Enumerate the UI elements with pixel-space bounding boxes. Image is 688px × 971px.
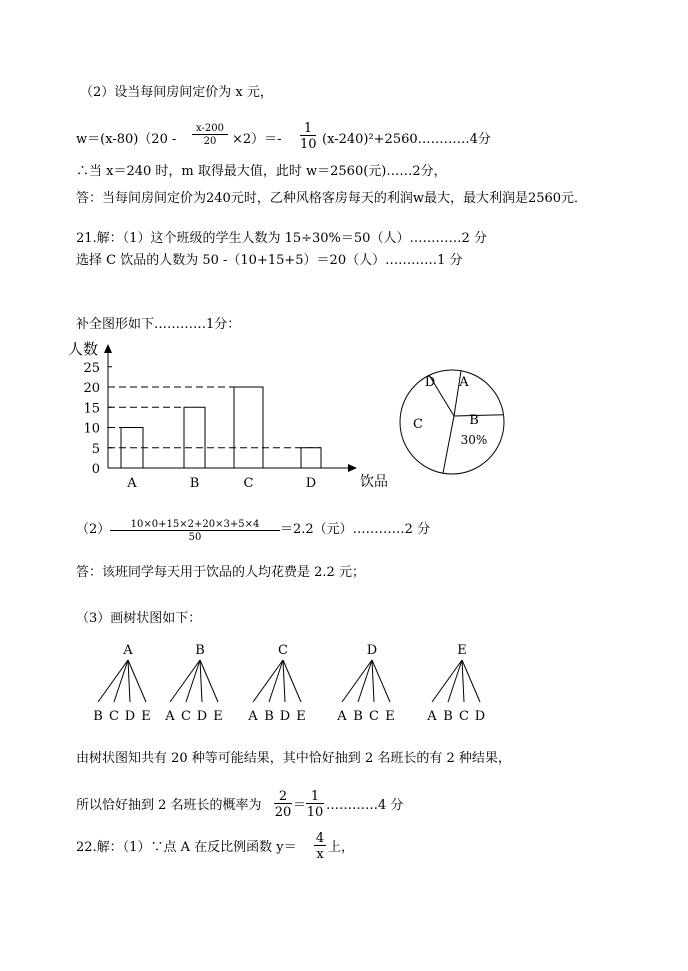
max-value-line: ∴当 x＝240 时，m 取得最大值，此时 w＝2560(元)……2分，	[76, 164, 447, 179]
equals-sign: ＝	[293, 798, 307, 813]
q21-part3-label: （3）画树状图如下：	[76, 611, 202, 626]
tree-leaf: E	[385, 709, 395, 724]
y-tick-label: 25	[83, 360, 100, 376]
y-tick-label: 20	[83, 381, 100, 396]
pie-annotation: 30%	[460, 433, 488, 447]
tree-branch	[98, 660, 128, 702]
tree-branch	[253, 660, 283, 702]
tree-root: C	[278, 643, 288, 658]
y-axis-label: 人数	[68, 340, 99, 358]
tree-leaf: C	[181, 709, 191, 724]
fraction-2-20: $\frac{2}{20}$	[274, 789, 292, 820]
x-axis-label: 饮品	[360, 474, 388, 490]
tree-leaf: D	[474, 709, 486, 724]
y-tick-label: 0	[91, 462, 100, 477]
tree-leaf: A	[337, 709, 347, 724]
tree-leaf: B	[93, 709, 103, 724]
tree-root: D	[366, 643, 378, 658]
q21-line-1: 21.解：（1）这个班级的学生人数为 15÷30%＝50（人）…………2 分	[76, 231, 487, 246]
tree-root: B	[195, 643, 205, 658]
tree-leaf: B	[353, 709, 363, 724]
x-tick-label: C	[243, 476, 254, 491]
x-tick-label: A	[127, 476, 137, 491]
tree-leaf: A	[427, 709, 437, 724]
bar-chart	[68, 338, 388, 498]
pie-slice-label: A	[459, 375, 469, 390]
profit-formula-c: (x-240)²+2560…………4分	[322, 132, 491, 147]
tree-leaf: C	[369, 709, 379, 724]
answer-line-1: 答：当每间房间定价为240元时，乙种风格客房每天的利润w最大，最大利润是2560元．	[76, 191, 588, 206]
tree-root: E	[457, 643, 467, 658]
answer-line-2: 答：该班同学每天用于饮品的人均花费是 2.2 元；	[76, 565, 365, 580]
tree-leaf: E	[213, 709, 223, 724]
tree-branch	[448, 660, 462, 702]
bar	[184, 407, 205, 468]
tree-root: A	[123, 643, 133, 658]
tree-branch	[200, 660, 218, 702]
y-tick-label: 10	[83, 421, 100, 437]
tree-leaf: D	[196, 709, 208, 724]
q22-line-1: 22.解：（1）∵点 A 在反比例函数 y＝	[76, 840, 297, 855]
tree-branch	[114, 660, 128, 702]
tree-leaf: D	[279, 709, 291, 724]
tree-branch	[283, 660, 285, 702]
tree-leaf: E	[141, 709, 151, 724]
tree-leaf: A	[248, 709, 258, 724]
q21-part2-label: （2）	[76, 522, 111, 537]
x-tick-label: D	[305, 476, 317, 491]
fraction-1-10: $\frac{1}{10}$	[300, 121, 317, 152]
x-axis-arrow	[348, 464, 357, 472]
fraction-1-10-b: $\frac{1}{10}$	[306, 789, 324, 820]
pie-slice-label: B	[469, 413, 479, 428]
probability-score: …………4 分	[326, 798, 404, 813]
bar	[301, 448, 321, 468]
probability-text: 所以恰好抽到 2 名班长的概率为	[76, 798, 262, 813]
tree-branch	[128, 660, 146, 702]
tree-leaf: C	[109, 709, 119, 724]
tree-branch	[372, 660, 374, 702]
tree-branch	[358, 660, 372, 702]
y-axis-arrow	[104, 344, 112, 353]
part2-intro: （2）设当每间房间定价为 x 元，	[80, 85, 273, 100]
tree-conclusion: 由树状图知共有 20 种等可能结果，其中恰好抽到 2 名班长的有 2 种结果，	[76, 751, 511, 766]
tree-leaf: A	[165, 709, 175, 724]
profit-formula-b: ×2）＝-	[232, 132, 282, 147]
y-tick-label: 5	[91, 441, 100, 457]
tree-branch	[372, 660, 390, 702]
tree-leaf: C	[459, 709, 469, 724]
tree-branch	[462, 660, 464, 702]
pie-slice-label: C	[413, 417, 423, 432]
tree-leaf: B	[264, 709, 274, 724]
tree-branch	[462, 660, 480, 702]
average-fraction: $\frac{10\times 0+15\times 2+20\times 3+5\times 4}{50}$	[110, 520, 280, 543]
tree-branch	[186, 660, 200, 702]
q21-complete-graph: 补全图形如下…………1分：	[76, 317, 241, 332]
q21-line-2: 选择 C 饮品的人数为 50 -（10+15+5）＝20（人）…………1 分	[76, 253, 463, 268]
fraction-x200: $\frac{x-200}{20}$	[192, 124, 228, 147]
tree-leaf: D	[124, 709, 136, 724]
y-tick-label: 15	[83, 401, 100, 417]
tree-branch	[283, 660, 301, 702]
average-result: ＝2.2（元）…………2 分	[280, 522, 431, 537]
tree-leaf: B	[443, 709, 453, 724]
tree-branch	[269, 660, 283, 702]
tree-diagram	[80, 640, 520, 735]
q22-line-1-end: 上，	[328, 840, 355, 855]
pie-chart	[392, 362, 512, 482]
tree-branch	[342, 660, 372, 702]
x-tick-label: B	[189, 476, 200, 491]
tree-branch	[128, 660, 130, 702]
bar	[234, 387, 263, 468]
fraction-4-x: $\frac{4}{x}$	[315, 831, 325, 862]
tree-branch	[170, 660, 200, 702]
pie-slice-label: D	[424, 375, 436, 390]
tree-branch	[200, 660, 202, 702]
tree-leaf: E	[296, 709, 306, 724]
profit-formula-a: w＝(x-80)（20 -	[76, 132, 177, 147]
tree-branch	[432, 660, 462, 702]
